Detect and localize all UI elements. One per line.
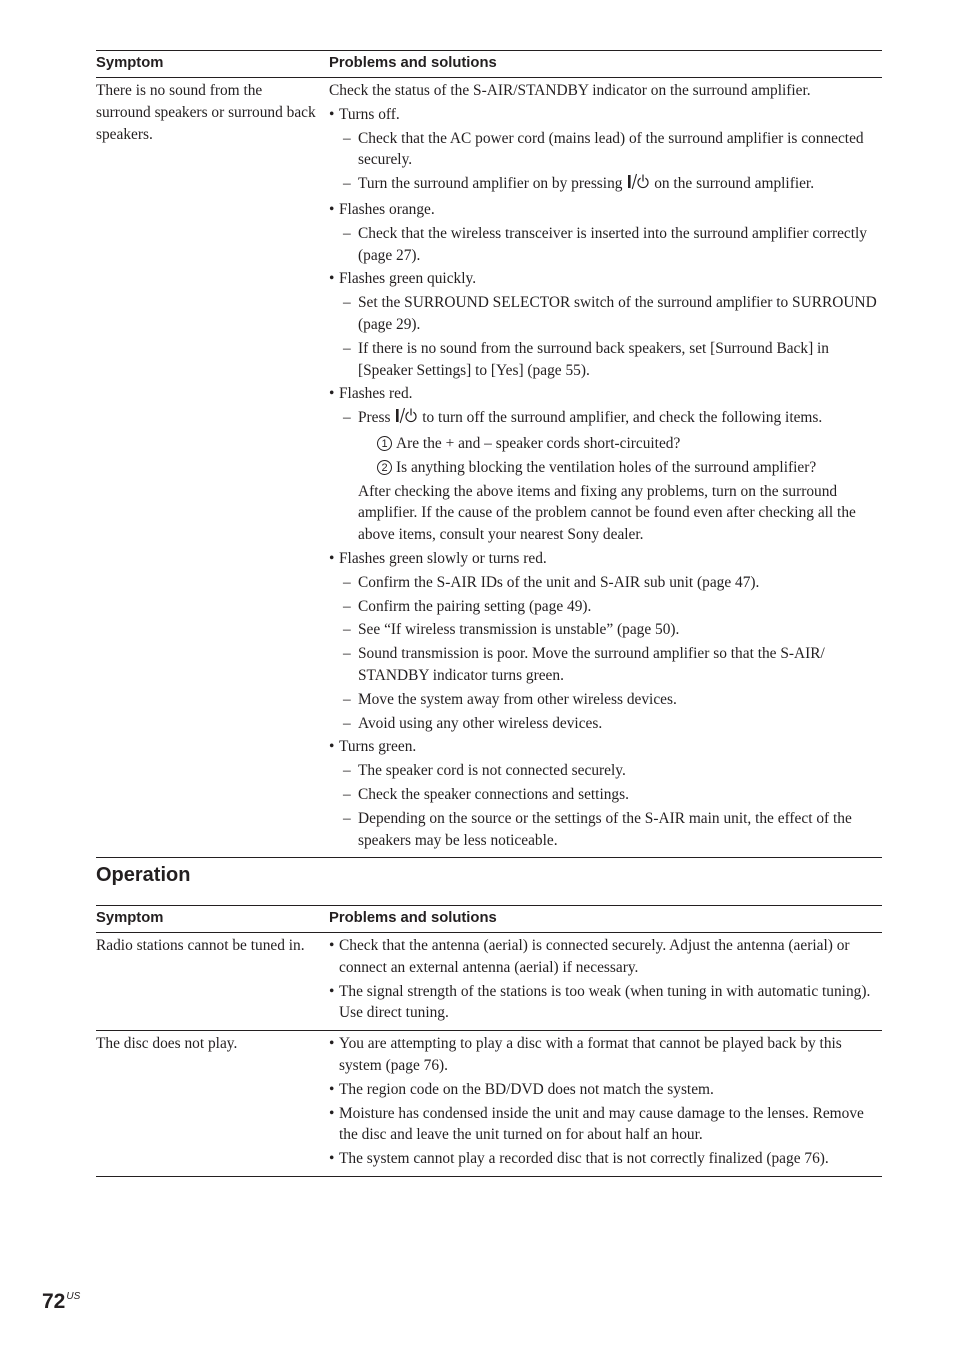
page-number-value: 72 (42, 1290, 66, 1313)
section-title: Operation (96, 864, 191, 886)
table-row (96, 1031, 882, 1177)
list-item-text: on the surround amplifier. (654, 175, 815, 193)
status-flashes-green-slowly: • Flashes green slowly or turns red. (329, 548, 882, 570)
troubleshooting-table-sound (96, 50, 882, 858)
symptom-cell: The disc does not play. (96, 1035, 238, 1053)
numbered-item (329, 457, 882, 479)
list-item: – Sound transmission is poor. Move the surround amplifier so that the S-AIR/ STANDBY indicator turns green. (329, 643, 882, 687)
list-item: – Check that the wireless transceiver is inserted into the surround amplifier correctly (page 27). (329, 223, 882, 267)
list-item: • The region code on the BD/DVD does not match the system. (329, 1079, 882, 1101)
status-turns-off: • Turns off. (329, 104, 882, 126)
circled-number-2: 2 (377, 460, 392, 475)
status-turns-green: • Turns green. (329, 736, 882, 758)
symptom-cell: There is no sound from the surround speakers or surround back speakers. (96, 82, 316, 143)
list-item: • The signal strength of the stations is too weak (when tuning in with automatic tuning). Use direct tuning. (329, 981, 882, 1025)
list-item (329, 407, 882, 431)
list-item (329, 173, 882, 197)
status-flashes-green-quickly: • Flashes green quickly. (329, 268, 882, 290)
note-paragraph: After checking the above items and fixing any problems, turn on the surround amplifier. If the cause of the problem cannot be found even after checking all the above items, consult your nearest Sony dealer. (358, 482, 856, 544)
table-row (96, 933, 882, 1031)
list-item: – See “If wireless transmission is unstable” (page 50). (329, 619, 882, 641)
list-item: • Moisture has condensed inside the unit and may cause damage to the lenses. Remove the disc and leave the unit turned on for about half an hour. (329, 1103, 882, 1147)
list-item: – The speaker cord is not connected securely. (329, 760, 882, 782)
table-header (96, 905, 882, 933)
list-item: – Depending on the source or the settings of the S-AIR main unit, the effect of the speakers may be less noticeable. (329, 808, 882, 852)
list-item: – Check the speaker connections and settings. (329, 784, 882, 806)
power-icon (395, 407, 417, 431)
list-item: – Set the SURROUND SELECTOR switch of the surround amplifier to SURROUND (page 29). (329, 292, 882, 336)
troubleshooting-table-operation (96, 905, 882, 1177)
list-item-text: Turn the surround amplifier on by pressing (358, 175, 623, 193)
power-icon (627, 173, 649, 197)
symptom-cell: Radio stations cannot be tuned in. (96, 937, 305, 954)
list-item: – Avoid using any other wireless devices. (329, 713, 882, 735)
list-item: – Move the system away from other wireless devices. (329, 689, 882, 711)
list-item: – Check that the AC power cord (mains lead) of the surround amplifier is connected securely. (329, 128, 882, 172)
numbered-item-text: Are the + and – speaker cords short-circuited? (396, 434, 681, 452)
numbered-item-text: Is anything blocking the ventilation holes of the surround amplifier? (396, 458, 817, 476)
list-item-text: to turn off the surround amplifier, and check the following items. (422, 409, 823, 427)
solutions-cell (329, 935, 882, 1026)
solutions-cell (329, 80, 882, 853)
header-solutions: Problems and solutions (329, 910, 497, 926)
list-item: • You are attempting to play a disc with a format that cannot be played back by this system (page 76). (329, 1033, 882, 1077)
status-flashes-red: • Flashes red. (329, 383, 882, 405)
table-row (96, 78, 882, 858)
intro-text: Check the status of the S-AIR/STANDBY indicator on the surround amplifier. (329, 82, 811, 99)
status-flashes-orange: • Flashes orange. (329, 199, 882, 221)
circled-number-1: 1 (377, 436, 392, 451)
solutions-cell (329, 1033, 882, 1172)
list-item: – Confirm the pairing setting (page 49). (329, 596, 882, 618)
list-item: – Confirm the S-AIR IDs of the unit and S-AIR sub unit (page 47). (329, 572, 882, 594)
header-symptom: Symptom (96, 55, 164, 71)
header-solutions: Problems and solutions (329, 55, 497, 71)
page-region-suffix: US (66, 1291, 81, 1302)
list-item: • Check that the antenna (aerial) is connected securely. Adjust the antenna (aerial) or connect an external antenna (aerial) if necessary. (329, 935, 882, 979)
page-number (42, 1284, 80, 1315)
numbered-item (329, 433, 882, 455)
list-item: • The system cannot play a recorded disc that is not correctly finalized (page 76). (329, 1148, 882, 1170)
header-symptom: Symptom (96, 910, 164, 926)
table-header (96, 50, 882, 78)
list-item: – If there is no sound from the surround back speakers, set [Surround Back] in [Speaker Settings] to [Yes] (page 55). (329, 338, 882, 382)
list-item-text: Press (358, 409, 391, 427)
